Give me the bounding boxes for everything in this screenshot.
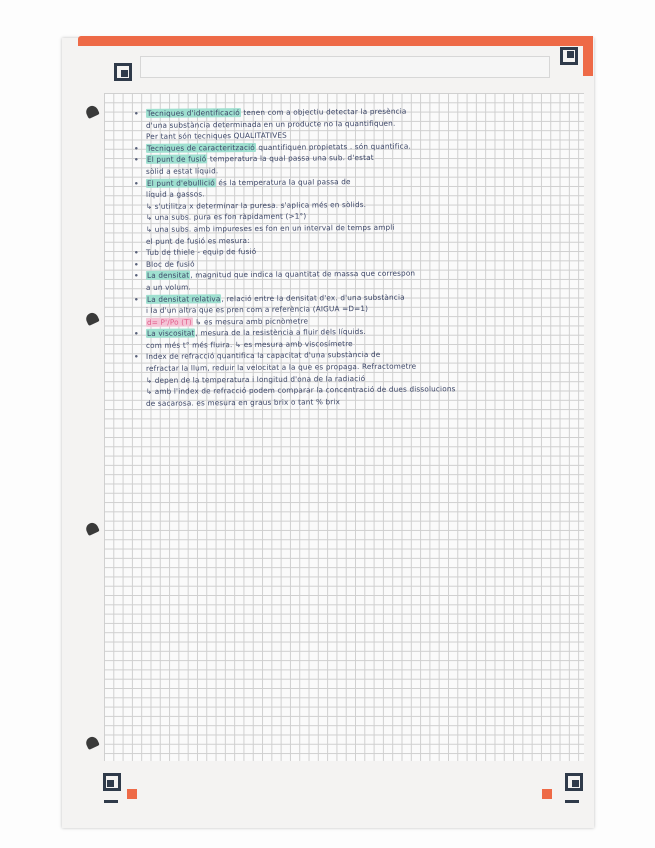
note-text: , mesura de la resistència a fluir dels líquids.	[195, 327, 366, 338]
highlighted-term: El punt de fusió	[146, 154, 207, 165]
notebook-cover-edge	[78, 36, 592, 46]
note-text: Per tant són tecniques QUALITATIVES	[145, 130, 287, 142]
note-text: ↳ amb l'index de refracció podem comparar la concentració de dues dissolucions	[145, 384, 456, 397]
corner-marker-top-left-icon	[114, 63, 132, 81]
note-text: quantifiquen propietats . són quantifica.	[255, 141, 411, 152]
orange-marker-icon	[127, 789, 137, 799]
corner-marker-bottom-right-icon	[565, 773, 583, 791]
note-text: a un volum.	[145, 282, 191, 292]
note-text: i la d'un altra que es pren com a referència (AIGUA =D=1)	[145, 304, 369, 315]
note-text: d'una substància determinada en un producte no la quantifiquen.	[145, 118, 396, 130]
highlighted-term: La densitat	[146, 270, 190, 281]
bullet-icon: •	[133, 294, 139, 304]
note-text: líquid a gassos.	[145, 189, 205, 200]
bullet-icon: •	[133, 155, 139, 165]
highlighted-term: Tecniques d'identificació	[146, 108, 240, 118]
marker-bar-icon	[104, 800, 118, 803]
marker-bar-icon	[565, 800, 579, 803]
note-text: sòlid a estat líquid.	[145, 166, 219, 176]
note-text: el punt de fusió es mesura:	[145, 235, 250, 246]
formula-text: d= P'/Po (T)	[146, 317, 192, 327]
note-text: tenen com a objectiu detectar la presència	[240, 106, 407, 118]
bullet-icon: •	[133, 178, 139, 188]
highlighted-term: El punt d'ebullició	[146, 177, 215, 188]
bullet-icon: •	[133, 352, 139, 362]
bullet-icon: •	[133, 108, 139, 118]
bullet-icon: •	[133, 248, 139, 258]
note-text: , relació entre la densitat d'ex. d'una substància	[221, 292, 405, 303]
notebook-cover-edge-right	[583, 36, 593, 76]
page-header-box	[140, 56, 550, 78]
bullet-icon: •	[133, 329, 139, 339]
note-text: ↳ una subs. pura es fon ràpidament (>1°)	[145, 211, 307, 223]
bullet-icon: •	[133, 259, 139, 269]
note-text: refractar la llum, reduir la velocitat a la que es propaga. Refractometre	[145, 361, 417, 373]
bullet-icon: •	[133, 143, 139, 153]
note-text: Bloc de fusió	[145, 259, 195, 269]
corner-marker-top-right-icon	[560, 47, 578, 65]
note-text: , magnitud que indica la quantitat de massa que correspon	[190, 268, 416, 280]
orange-marker-icon	[542, 789, 552, 799]
note-text: temperatura la qual passa una sub. d'estat	[207, 153, 374, 164]
note-text: Index de refracció quantifica la capacitat d'una substància de	[145, 350, 381, 362]
highlighted-term: La viscositat	[146, 328, 195, 339]
note-text: és la temperatura la qual passa de	[215, 176, 351, 187]
note-text: ↳ una subs. amb impureses es fon en un interval de temps ampli	[145, 222, 395, 234]
note-text: ↳ depen de la temperatura i longitud d'ona de la radiació	[145, 373, 366, 385]
note-text: ↳ es mesura amb picnòmetre	[192, 316, 309, 327]
handwritten-notes	[134, 108, 580, 409]
bullet-icon: •	[133, 271, 139, 281]
highlighted-term: Tecniques de caracterització	[146, 142, 255, 153]
note-text: ↳ s'utilitza x determinar la puresa. s'aplica més en sòlids.	[145, 199, 367, 211]
highlighted-term: La densitat relativa	[146, 293, 221, 304]
corner-marker-bottom-left-icon	[103, 773, 121, 791]
note-text: de sacarosa. es mesura en graus brix o tant % brix	[145, 397, 341, 408]
note-text: Tub de thiele - equip de fusió	[145, 247, 257, 258]
note-text: com més t° més fluira. ↳ es mesura amb viscosímetre	[145, 338, 353, 350]
